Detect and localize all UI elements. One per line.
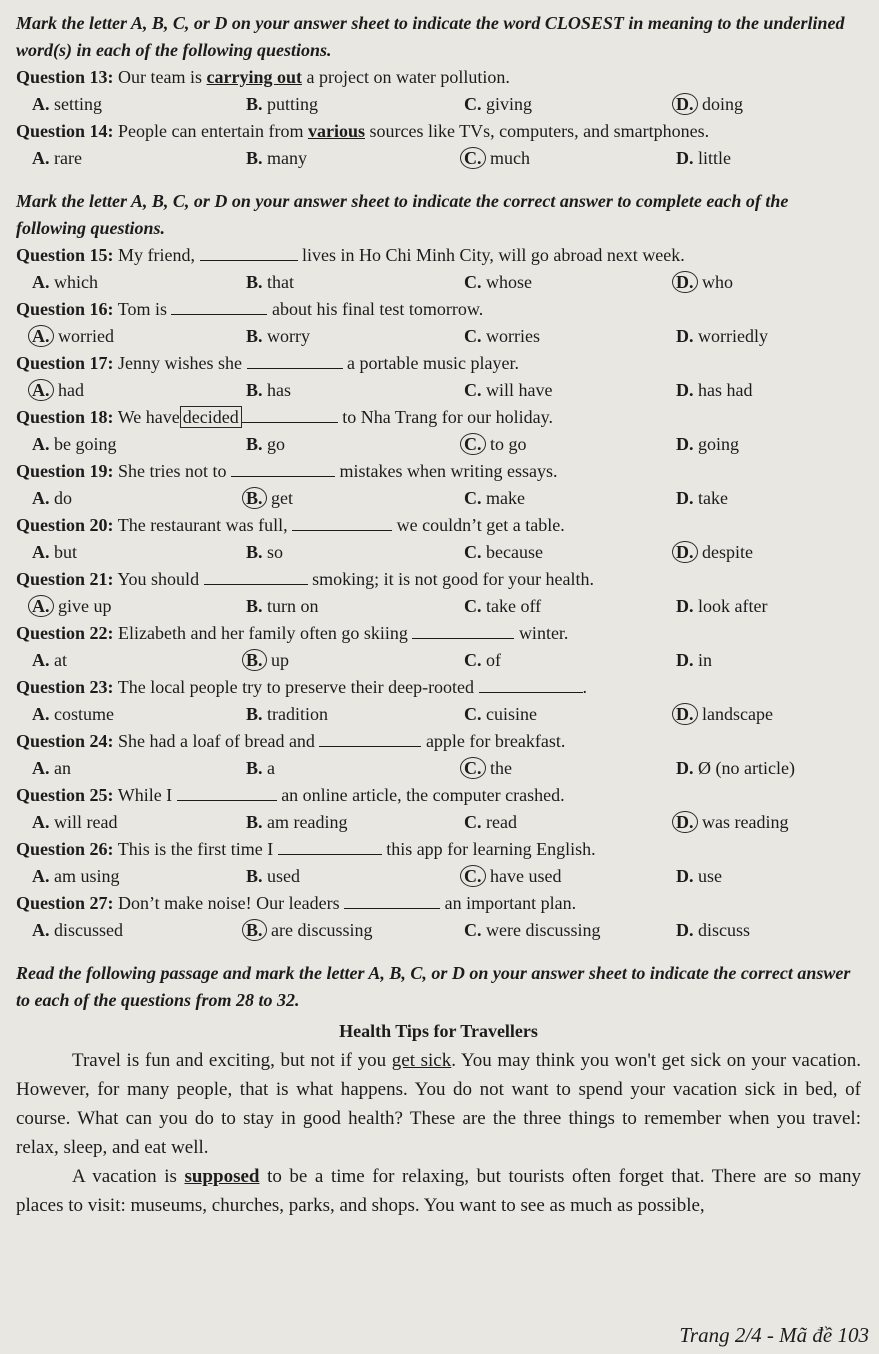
option-c[interactable]: C. were discussing [464,920,601,940]
option-d[interactable]: D. discuss [676,920,751,940]
option-c-circled[interactable]: C. to go [464,431,527,458]
option-a[interactable]: A. rare [32,148,82,168]
question-15 [16,242,861,269]
question-21 [16,566,861,593]
answer-blank [278,837,382,855]
option-a[interactable]: A. will read [32,812,118,832]
option-b[interactable]: B. am reading [246,812,348,832]
option-b[interactable]: B. used [246,866,301,886]
options-13 [16,91,861,118]
option-b[interactable]: B. a [246,758,276,778]
option-b-circled[interactable]: B. are discussing [246,917,373,944]
options-14 [16,145,861,172]
option-d[interactable]: D. going [676,434,740,454]
options-19 [16,485,861,512]
question-20 [16,512,861,539]
option-a-circled[interactable]: A. give up [32,593,112,620]
question-text: Tom is [117,299,167,319]
question-number: Question 15: [16,245,114,265]
option-c[interactable]: C. take off [464,596,542,616]
option-d-circled[interactable]: D. doing [676,91,743,118]
answer-blank [231,459,335,477]
answer-blank [247,351,343,369]
option-d[interactable]: D. take [676,488,728,508]
option-c[interactable]: C. of [464,650,501,670]
option-c[interactable]: C. giving [464,94,533,114]
question-text: People can entertain from [118,121,304,141]
question-text: My friend, [118,245,195,265]
question-text: a project on water pollution. [306,67,510,87]
underlined-phrase: get sick [391,1050,452,1071]
option-b-circled[interactable]: B. up [246,647,289,674]
option-c[interactable]: C. whose [464,272,532,292]
question-number: Question 25: [16,785,114,805]
option-a-circled[interactable]: A. had [32,377,84,404]
question-text: This is the first time I [117,839,274,859]
question-14 [16,118,861,145]
question-number: Question 16: [16,299,114,319]
options-16 [16,323,861,350]
question-text: She tries not to [118,461,227,481]
option-d-circled[interactable]: D. despite [676,539,753,566]
question-text: apple for breakfast. [425,731,566,751]
options-20 [16,539,861,566]
question-number: Question 24: [16,731,114,751]
option-c-circled[interactable]: C. much [464,145,530,172]
option-b[interactable]: B. tradition [246,704,329,724]
question-text: Elizabeth and her family often go skiing [118,623,408,643]
option-d[interactable]: D. little [676,148,731,168]
option-b[interactable]: B. putting [246,94,319,114]
answer-blank [200,243,298,261]
option-b[interactable]: B. many [246,148,308,168]
question-number: Question 27: [16,893,114,913]
question-text: Our team is [118,67,202,87]
question-text: smoking; it is not good for your health. [312,569,595,589]
question-text: lives in Ho Chi Minh City, will go abroad next week. [302,245,685,265]
option-b[interactable]: B. go [246,434,286,454]
options-21 [16,593,861,620]
option-c-circled[interactable]: C. have used [464,863,561,890]
question-17 [16,350,861,377]
question-27 [16,890,861,917]
section-instruction-grammar: Mark the letter A, B, C, or D on your answer sheet to indicate the correct answer to complete each of the following questions. [16,191,789,238]
option-d[interactable]: D. look after [676,596,768,616]
question-19 [16,458,861,485]
option-c[interactable]: C. make [464,488,525,508]
options-24 [16,755,861,782]
question-text: an online article, the computer crashed. [281,785,565,805]
option-c[interactable]: C. because [464,542,543,562]
question-number: Question 18: [16,407,114,427]
question-number: Question 23: [16,677,114,697]
option-b[interactable]: B. that [246,272,295,292]
options-23 [16,701,861,728]
option-a[interactable]: A. discussed [32,920,123,940]
answer-blank [171,297,267,315]
question-16 [16,296,861,323]
option-a-circled[interactable]: A. worried [32,323,114,350]
option-a[interactable]: A. setting [32,94,102,114]
question-text: an important plan. [444,893,577,913]
underlined-word: carrying out [206,67,302,87]
question-text: mistakes when writing essays. [339,461,558,481]
option-c[interactable]: C. will have [464,380,553,400]
option-b[interactable]: B. has [246,380,292,400]
option-d-circled[interactable]: D. who [676,269,733,296]
option-d-circled[interactable]: D. was reading [676,809,788,836]
question-13 [16,64,861,91]
question-number: Question 17: [16,353,114,373]
option-d[interactable]: D. worriedly [676,326,768,346]
answer-blank [479,675,583,693]
question-22 [16,620,861,647]
question-text: winter. [518,623,569,643]
option-a[interactable]: A. be going [32,434,117,454]
question-24 [16,728,861,755]
option-c[interactable]: C. read [464,812,517,832]
answer-blank [177,783,277,801]
option-b[interactable]: B. turn on [246,596,319,616]
question-text: we couldn’t get a table. [396,515,565,535]
passage-paragraph-1: Travel is fun and exciting, but not if you get sick. You may think you won't get sick on your vacation. However, for many people, that is what happens. You do not want to spend your vacation sick in bed, of course. What can you do to stay in good health? These are the three things to remember when you travel: relax, sleep, and eat well. [16,1050,862,1158]
page-footer: Trang 2/4 - Mã đề 103 [679,1323,869,1347]
question-text: . [582,677,588,697]
option-b[interactable]: B. so [246,542,284,562]
question-number: Question 13: [16,67,114,87]
option-d-circled[interactable]: D. landscape [676,701,773,728]
options-22 [16,647,861,674]
option-a[interactable]: A. an [32,758,71,778]
question-text: Jenny wishes she [118,353,243,373]
option-a[interactable]: A. but [32,542,78,562]
question-text: about his final test tomorrow. [271,299,484,319]
boxed-word: decided [180,406,242,428]
option-a[interactable]: A. which [32,272,98,292]
question-text: You should [117,569,200,589]
question-text: The local people try to preserve their deep-rooted [117,677,475,697]
option-c[interactable]: C. worries [464,326,540,346]
question-23 [16,674,861,701]
question-number: Question 22: [16,623,114,643]
options-26 [16,863,861,890]
option-a[interactable]: A. do [32,488,72,508]
question-number: Question 20: [16,515,114,535]
question-number: Question 19: [16,461,114,481]
option-b[interactable]: B. worry [246,326,311,346]
question-text: this app for learning English. [386,839,596,859]
option-b-circled[interactable]: B. get [246,485,293,512]
underlined-word: various [307,121,365,141]
question-25 [16,782,861,809]
option-d[interactable]: D. in [676,650,713,670]
question-26 [16,836,861,863]
option-c[interactable]: C. cuisine [464,704,537,724]
question-text: The restaurant was full, [117,515,288,535]
options-18 [16,431,861,458]
passage-title: Health Tips for Travellers [339,1021,538,1041]
question-text: She had a loaf of bread and [118,731,315,751]
option-d[interactable]: D. has had [676,380,753,400]
question-number: Question 14: [16,121,114,141]
answer-blank [204,567,308,585]
question-text: to Nha Trang for our holiday. [342,407,554,427]
answer-blank [242,405,338,423]
question-18 [16,404,861,431]
answer-blank [344,891,440,909]
question-text: While I [117,785,173,805]
answer-blank [319,729,421,747]
options-27 [16,917,861,944]
option-a[interactable]: A. at [32,650,67,670]
question-number: Question 21: [16,569,114,589]
option-d[interactable]: D. use [676,866,722,886]
section-instruction-reading: Read the following passage and mark the letter A, B, C, or D on your answer sheet to indicate the correct answer to each of the questions from 28 to 32. [16,963,851,1010]
option-c-circled[interactable]: C. the [464,755,512,782]
question-text: Don’t make noise! Our leaders [118,893,340,913]
options-17 [16,377,861,404]
options-25 [16,809,861,836]
passage-paragraph-2: A vacation is supposed to be a time for relaxing, but tourists often forget that. There are so many places to visit: museums, churches, parks, and shops. You want to see as much as possible, [16,1166,862,1216]
underlined-word: supposed [184,1166,260,1187]
answer-blank [292,513,392,531]
options-15 [16,269,861,296]
option-d[interactable]: D. Ø (no article) [676,758,795,778]
section-instruction-synonyms: Mark the letter A, B, C, or D on your answer sheet to indicate the word CLOSEST in meaning to the underlined word(s) in each of the following questions. [16,13,845,60]
answer-blank [412,621,514,639]
question-text: We have [117,407,180,427]
option-a[interactable]: A. costume [32,704,114,724]
question-text: a portable music player. [347,353,519,373]
question-number: Question 26: [16,839,114,859]
option-a[interactable]: A. am using [32,866,120,886]
question-text: sources like TVs, computers, and smartphones. [369,121,710,141]
